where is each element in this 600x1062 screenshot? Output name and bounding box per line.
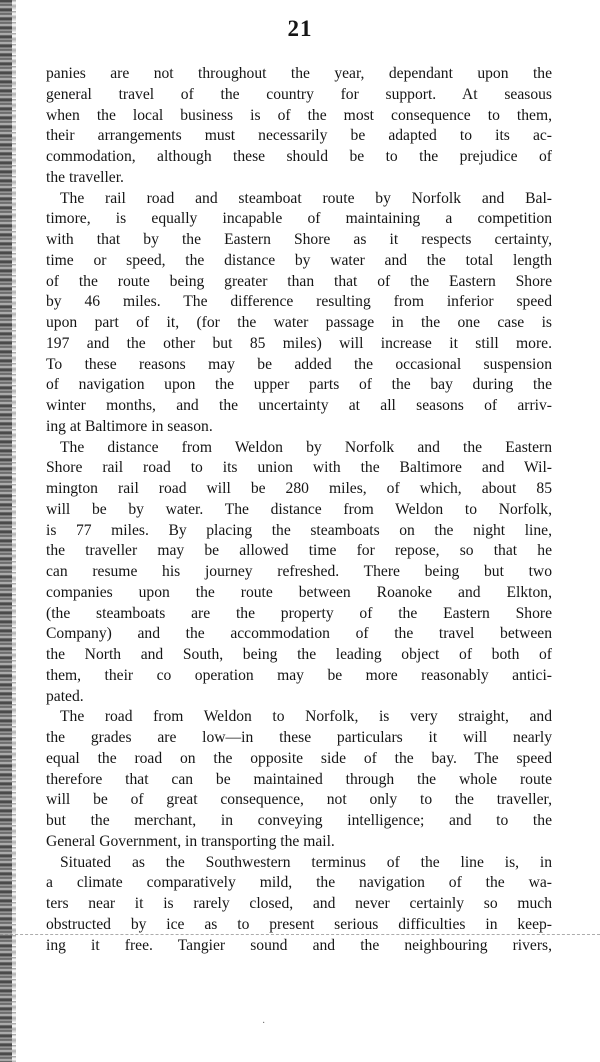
text-line: To these reasons may be added the occasional suspension bbox=[46, 355, 552, 373]
text-line: upon part of it, (for the water passage in the one case is bbox=[46, 314, 552, 331]
text-line: timore, is equally incapable of maintaining a competition bbox=[46, 210, 552, 228]
paragraph-start-line: The rail road and steamboat route by Norfolk and Bal- bbox=[60, 189, 552, 207]
text-line: the traveller may be allowed time for repose, so that he bbox=[46, 542, 552, 560]
text-line: general travel of the country for support. At seasous bbox=[46, 85, 552, 103]
text-line: General Government, in transporting the mail. bbox=[46, 832, 335, 850]
text-line: the North and South, being the leading object of both of bbox=[46, 646, 552, 663]
text-line: a climate comparatively mild, the navigation of the wa- bbox=[46, 874, 552, 892]
binding-edge bbox=[0, 0, 12, 1062]
text-line: therefore that can be maintained through the whole route bbox=[46, 770, 552, 788]
text-line: equal the road on the opposite side of the bay. The speed bbox=[46, 749, 552, 767]
text-line: winter months, and the uncertainty at all seasons of arriv- bbox=[46, 397, 552, 414]
text-line: Shore rail road to its union with the Baltimore and Wil- bbox=[46, 459, 552, 477]
text-line: mington rail road will be 280 miles, of which, about 85 bbox=[46, 480, 552, 497]
page-number: 21 bbox=[287, 16, 313, 41]
paragraph-start-line: The road from Weldon to Norfolk, is very straight, and bbox=[60, 708, 552, 726]
paragraph-start-line: The distance from Weldon by Norfolk and the Eastern bbox=[60, 438, 552, 456]
text-line: will be of great consequence, not only to the traveller, bbox=[46, 791, 552, 809]
fold-mark bbox=[0, 934, 600, 936]
text-line: of navigation upon the upper parts of the bay during the bbox=[46, 376, 552, 394]
text-line: them, their co operation may be more reasonably antici- bbox=[46, 666, 552, 684]
text-line: but the merchant, in conveying intelligence; and to the bbox=[46, 812, 552, 829]
text-line: companies upon the route between Roanoke and Elkton, bbox=[46, 583, 552, 601]
text-line: ing it free. Tangier sound and the neighbouring rivers, bbox=[46, 936, 552, 954]
text-line: 197 and the other but 85 miles) will increase it still more. bbox=[46, 334, 552, 352]
paragraph-start-line: Situated as the Southwestern terminus of the line is, in bbox=[60, 853, 552, 871]
text-line: ing at Baltimore in season. bbox=[46, 417, 213, 435]
text-line: of the route being greater than that of the Eastern Shore bbox=[46, 272, 552, 290]
page-text bbox=[46, 64, 552, 956]
text-line: the traveller. bbox=[46, 168, 124, 186]
binding-shadow bbox=[12, 0, 16, 1062]
text-line: when the local business is of the most consequence to them, bbox=[46, 106, 552, 124]
text-line: (the steamboats are the property of the Eastern Shore bbox=[46, 604, 552, 622]
text-line: pated. bbox=[46, 687, 84, 705]
text-line: is 77 miles. By placing the steamboats on the night line, bbox=[46, 521, 552, 539]
text-line: ters near it is rarely closed, and never certainly so much bbox=[46, 895, 552, 912]
text-line: with that by the Eastern Shore as it respects certainty, bbox=[46, 231, 552, 248]
text-line: by 46 miles. The difference resulting from inferior speed bbox=[46, 293, 552, 311]
text-line: commodation, although these should be to the prejudice of bbox=[46, 148, 552, 165]
text-line: time or speed, the distance by water and the total length bbox=[46, 251, 552, 269]
text-line: can resume his journey refreshed. There being but two bbox=[46, 563, 552, 580]
text-line: the grades are low—in these particulars it will nearly bbox=[46, 729, 552, 746]
text-line: obstructed by ice as to present serious difficulties in keep- bbox=[46, 915, 552, 933]
ink-speck: · bbox=[262, 1018, 266, 1029]
text-line: will be by water. The distance from Weldon to Norfolk, bbox=[46, 500, 552, 518]
text-line: panies are not throughout the year, dependant upon the bbox=[46, 65, 552, 82]
text-line: their arrangements must necessarily be adapted to its ac- bbox=[46, 127, 552, 145]
text-line: Company) and the accommodation of the travel between bbox=[46, 625, 552, 643]
